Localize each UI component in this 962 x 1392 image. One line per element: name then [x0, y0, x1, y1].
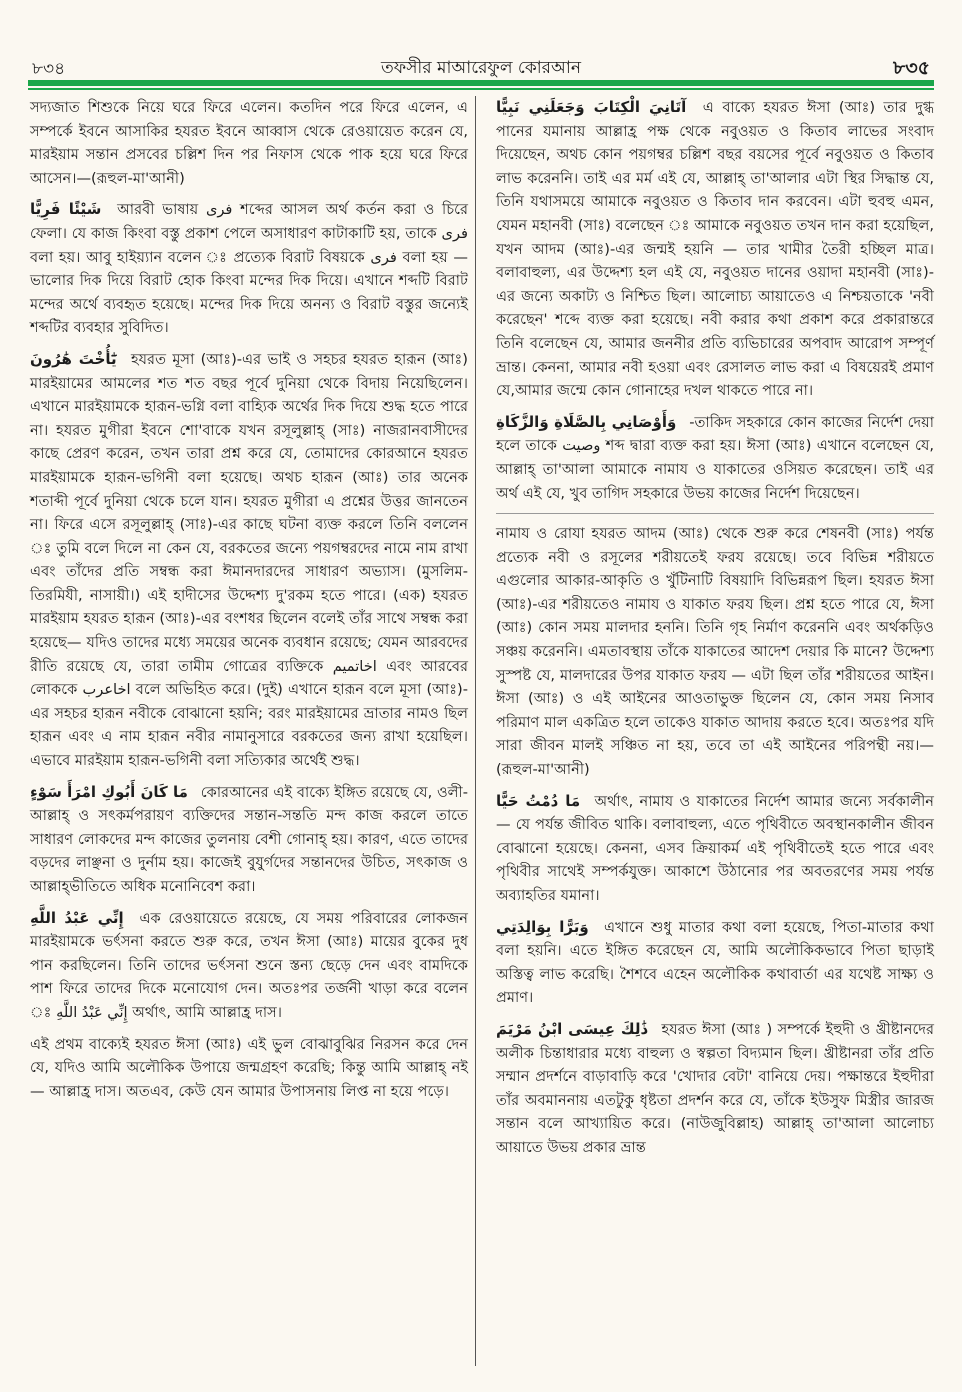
- paragraph-text: হযরত ঈসা (আঃ ) সম্পর্কে ইহুদী ও খ্রীষ্টানদের অলীক চিন্তাধারার মধ্যে বাহুল্য ও স্বল্পতা বিদ্যমান ছিল। খ্রীষ্টানরা তাঁর প্রতি সম্মান প্রদর্শনে বাড়াবাড়ি করে 'খোদার বেটা' বানিয়ে দেয়। পক্ষান্তরে ইহুদীরা তাঁর অবমাননায় এতটুকু ধৃষ্টতা প্রদর্শন করে যে, তাঁকে ইউসুফ মিস্ত্রীর জারজ সন্তান বলে আখ্যায়িত করে। (নাউজুবিল্লাহ) আল্লাহ্ তা'আলা আলোচ্য আয়াতে উভয় প্রকার ভ্রান্ত: [496, 1020, 935, 1156]
- right-paragraph-3: নামায ও রোযা হযরত আদম (আঃ) থেকে শুরু করে শেষনবী (সাঃ) পর্যন্ত প্রত্যেক নবী ও রসূলের শরীয়তেই ফরয রয়েছে। তবে বিভিন্ন শরীয়তে এগুলোর আকার-আকৃতি ও খুঁটিনাটি বিষয়াদি বিভিন্নরূপ ছিল। হযরত ঈসা (আঃ)-এর শরীয়তেও নামায ও যাকাত ফরয ছিল। প্রশ্ন হতে পারে যে, ঈসা (আঃ) কোন সময় মালদার হননি। তিনি গৃহ নির্মাণ করেননি এবং অর্থকড়িও সঞ্চয় করেননি। এমতাবস্থায় তাঁকে যাকাতের আদেশ দেয়ার কি মানে? উদ্দেশ্য সুস্পষ্ট যে, মালদারের উপর যাকাত ফরয — এটা ছিল তাঁর শরীয়তের আইন। ঈসা (আঃ) ও এই আইনের আওতাভুক্ত ছিলেন যে, কোন সময় নিসাব পরিমাণ মাল একত্রিত হলে তাকেও যাকাত আদায় করতে হবে। অতঃপর যদি সারা জীবন মালই সঞ্চিত না হয়, তবে তা এই আইনের পরিপন্থী নয়।—(রূহুল-মা'আনী): [496, 525, 934, 779]
- arabic-heading: ذَٰلِكَ عِيسَى ابْنُ مَرْيَمَ: [496, 1019, 649, 1038]
- left-column: [30, 96, 468, 1111]
- page-number-right: ৮৩৫: [892, 57, 930, 79]
- paragraph-text: এক রেওয়ায়েতে রয়েছে, যে সময় পরিবারের লোকজন মারইয়ামকে ভর্ৎসনা করতে শুরু করে, তখন ঈসা (আঃ) মায়ের বুকের দুধ পান করছিলেন। তিনি তাদের ভর্ৎসনা শুনে স্তন্য ছেড়ে দেন এবং বামদিকে পাশ ফিরে তাদের দিকে মনোযোগ দেন। অতঃপর তর্জনী খাড়া করে বলেন ঃ إِنِّي عَبْدُ اللَّهِ অর্থাৎ, আমি আল্লাহ্র দাস।: [30, 909, 468, 1021]
- left-paragraph-3: [30, 348, 468, 773]
- running-title: তফসীর মাআরেফুল কোরআন: [381, 58, 581, 78]
- arabic-heading: وَأَوْصَانِي بِالصَّلَاةِ وَالزَّكَاةِ: [496, 412, 677, 431]
- arabic-heading: آتَانِيَ الْكِتَابَ وَجَعَلَنِي نَبِيًّا: [496, 98, 687, 116]
- right-column: [496, 96, 934, 1168]
- paragraph-text: -তাকিদ সহকারে কোন কাজের নির্দেশ দেয়া হলে তাকে وصيت শব্দ দ্বারা ব্যক্ত করা হয়। ঈসা (আঃ) এখানে বলেছেন যে, আল্লাহ্ তা'আলা আমাকে নামায ও যাকাতের ওসিয়ত করেছেন। তাই এর অর্থ এই যে, খুব তাগিদ সহকারে উভয় কাজের নির্দেশ দিয়েছেন।: [496, 413, 934, 502]
- paragraph-text: অর্থাৎ, নামায ও যাকাতের নির্দেশ আমার জন্যে সর্বকালীন — যে পর্যন্ত জীবিত থাকি। বলাবাহুল্য, এতে পৃথিবীতে অবস্থানকালীন জীবন বোঝানো হয়েছে। কেননা, এসব ক্রিয়াকর্ম এই পৃথিবীতেই হতে পারে এবং পৃথিবীর সাথেই সম্পর্কযুক্ত। আকাশে উঠানোর পর অবতরণের সময় পর্যন্ত অব্যাহতির যমানা।: [496, 792, 934, 904]
- paragraph-text: আরবী ভাষায় فرى শব্দের আসল অর্থ কর্তন করা ও চিরে ফেলা। যে কাজ কিংবা বস্তু প্রকাশ পেলে অসাধারণ কাটাকাটি হয়, তাকে فرى বলা হয়। আবু হাইয়্যান বলেন ঃ প্রত্যেক বিরাট বিষয়কে فرى বলা হয় — ভালোর দিক দিয়ে বিরাট হোক কিংবা মন্দের দিক দিয়ে। এখানে শব্দটি বিরাট মন্দের অর্থে ব্যবহৃত হয়েছে। মন্দের দিক দিয়ে অনন্য ও বিরাট বস্তুর জন্যেই শব্দটির ব্যবহার সুবিদিত।: [30, 201, 468, 337]
- arabic-heading: يَٰٓأُخْتَ هَٰرُونَ: [30, 349, 117, 368]
- header-rule: [28, 80, 934, 86]
- left-paragraph-2: [30, 198, 468, 340]
- paragraph-text: এ বাক্যে হযরত ঈসা (আঃ) তার দুগ্ধ পানের যমানায় আল্লাহ্র পক্ষ থেকে নবুওয়ত ও কিতাব লাভের সংবাদ দিয়েছেন, অথচ কোন পয়গম্বর চল্লিশ বছর বয়সের পূর্বে নবুওয়ত ও কিতাব লাভ করেননি। তাই এর মর্ম এই যে, আল্লাহ্ তা'আলার এটা স্থির সিদ্ধান্ত যে, তিনি যথাসময়ে আমাকে নবুওয়ত ও কিতাব দান করবেন। এটা হুবহু এমন, যেমন মহানবী (সাঃ) বলেছেন ঃ আমাকে নবুওয়ত তখন দান করা হয়েছিল, যখন আদম (আঃ)-এর জন্মই হয়নি — তার খামীর তৈরী হচ্ছিল মাত্র। বলাবাহুল্য, এর উদ্দেশ্য হল এই যে, নবুওয়ত দানের ওয়াদা মহানবী (সাঃ)-এর জন্যে অকাট্য ও নিশ্চিত ছিল। আলোচ্য আয়াতেও এ নিশ্চয়তাকে 'নবী করেছেন' শব্দে ব্যক্ত করা হয়েছে। নবী করার কথা প্রকাশ করে প্রকারান্তরে তিনি বলেছেন যে, আমার জননীর প্রতি ব্যভিচারের অপবাদ আরোপ সম্পূর্ণ ভ্রান্ত। কেননা, আমার নবী হওয়া এবং রেসালত লাভ করা এ বিষয়েরই প্রমাণ যে,আমার জন্মে কোন গোনাহের দখল থাকতে পারে না।: [496, 99, 935, 400]
- arabic-heading: إِنِّي عَبْدُ اللَّهِ: [30, 908, 124, 927]
- header-rule-thin: [28, 88, 934, 90]
- left-paragraph-1: সদ্যজাত শিশুকে নিয়ে ঘরে ফিরে এলেন। কতদিন পরে ফিরে এলেন, এ সম্পর্কে ইবনে আসাকির হযরত ইবনে আব্বাস থেকে রেওয়ায়েত করেন যে, মারইয়াম সন্তান প্রসবের চল্লিশ দিন পর নিফাস থেকে পাক হয়ে ঘরে ফিরে আসেন।—(রূহুল-মা'আনী): [30, 99, 468, 187]
- page-header: [28, 52, 934, 92]
- right-paragraph-6: [496, 1018, 934, 1160]
- left-paragraph-5: [30, 907, 468, 1025]
- paragraph-text: হযরত মূসা (আঃ)-এর ভাই ও সহচর হযরত হারূন (আঃ) মারইয়ামের আমলের শত শত বছর পূর্বে দুনিয়া থেকে বিদায় নিয়েছিলেন। এখানে মারইয়ামকে হারূন-ভগ্নি বলা বাহ্যিক অর্থের দিক দিয়ে শুদ্ধ হতে পারে না। হযরত মুগীরা ইবনে শো'বাকে যখন রসূলুল্লাহ্ (সাঃ) নাজরানবাসীদের কাছে প্রেরণ করেন, তখন তারা প্রশ্ন করে যে, তোমাদের কোরআনে হযরত মারইয়ামকে হারূন-ভগিনী বলা হয়েছে। অথচ হারূন (আঃ) তার অনেক শতাব্দী পূর্বে দুনিয়া থেকে চলে যান। হযরত মুগীরা এ প্রশ্নের উত্তর জানতেন না। ফিরে এসে রসূলুল্লাহ্ (সাঃ)-এর কাছে ঘটনা ব্যক্ত করলে তিনি বললেন ঃ তুমি বলে দিলে না কেন যে, বরকতের জন্যে পয়গম্বরদের নামে নাম রাখা এবং তাঁদের প্রতি সম্বন্ধ করা ঈমানদারদের সাধারণ অভ্যাস। (মুসলিম-তিরমিযী, নাসায়ী।) এই হাদীসের উদ্দেশ্য দু'রকম হতে পারে। (এক) হযরত মারইয়াম হযরত হারূন (আঃ)-এর বংশধর ছিলেন বলেই তাঁর সাথে সম্বন্ধ করা হয়েছে— যদিও তাদের মধ্যে সময়ের অনেক ব্যবধান রয়েছে; যেমন আরবদের রীতি রয়েছে যে, তারা তামীম গোত্রের ব্যক্তিকে اخاتميم এবং আরবের লোককে اخاعرب বলে অভিহিত করে। (দুই) এখানে হারূন বলে মূসা (আঃ)-এর সহচর হারূন নবীকে বোঝানো হয়নি; বরং মারইয়ামের ভ্রাতার নামও ছিল হারূন এবং এ নাম হারূন নবীর নামানুসারে বরকতের জন্য রাখা হয়েছিল। এভাবে মারইয়াম হারূন-ভগিনী বলা সত্যিকার অর্থেই শুদ্ধ।: [30, 350, 469, 770]
- paragraph-text: কোরআনের এই বাক্যে ইঙ্গিত রয়েছে যে, ওলী-আল্লাহ্ ও সৎকর্মপরায়ণ ব্যক্তিদের সন্তান-সন্ততি মন্দ কাজ করলে তাতে সাধারণ লোকদের মন্দ কাজের তুলনায় বেশী গোনাহ্ হয়। কারণ, এতে তাদের বড়দের লাঞ্ছনা ও দুর্নাম হয়। কাজেই বুযুর্গদের সন্তানদের উচিত, সৎকাজ ও আল্লাহ্ভীতিতে অধিক মনোনিবেশ করা।: [30, 783, 468, 895]
- right-paragraph-4: [496, 790, 934, 908]
- left-paragraph-4: [30, 781, 468, 899]
- arabic-heading: مَا كَانَ أَبُوكِ امْرَأَ سَوْءٍ: [30, 782, 188, 801]
- column-divider: [475, 96, 476, 1366]
- right-paragraph-1: [496, 96, 934, 403]
- left-paragraph-6: এই প্রথম বাক্যেই হযরত ঈসা (আঃ) এই ভুল বোঝাবুঝির নিরসন করে দেন যে, যদিও আমি অলৌকিক উপায়ে জন্মগ্রহণ করেছি; কিন্তু আমি আল্লাহ্ নই— আল্লাহ্র দাস। অতএব, কেউ যেন আমার উপাসনায় লিপ্ত না হয়ে পড়ে।: [30, 1035, 468, 1100]
- arabic-heading: وَبَرًّا بِوَالِدَتِي: [496, 917, 589, 936]
- paragraph-text: এখানে শুধু মাতার কথা বলা হয়েছে, পিতা-মাতার কথা বলা হয়নি। এতে ইঙ্গিত করেছেন যে, আমি অলৌকিকভাবে পিতা ছাড়াই অস্তিত্ব লাভ করেছি। শৈশবে এহেন অলৌকিক কথাবার্তা এর যথেষ্ট সাক্ষ্য ও প্রমাণ।: [496, 918, 934, 1007]
- right-paragraph-5: [496, 916, 934, 1010]
- right-paragraph-2: [496, 411, 934, 505]
- paragraph-separator: [496, 513, 934, 514]
- arabic-heading: شَيْئًا فَرِيًّا: [30, 200, 102, 219]
- arabic-heading: مَا دُمْتُ حَيًّا: [496, 791, 581, 810]
- page-number-left: ৮৩৪: [32, 59, 66, 79]
